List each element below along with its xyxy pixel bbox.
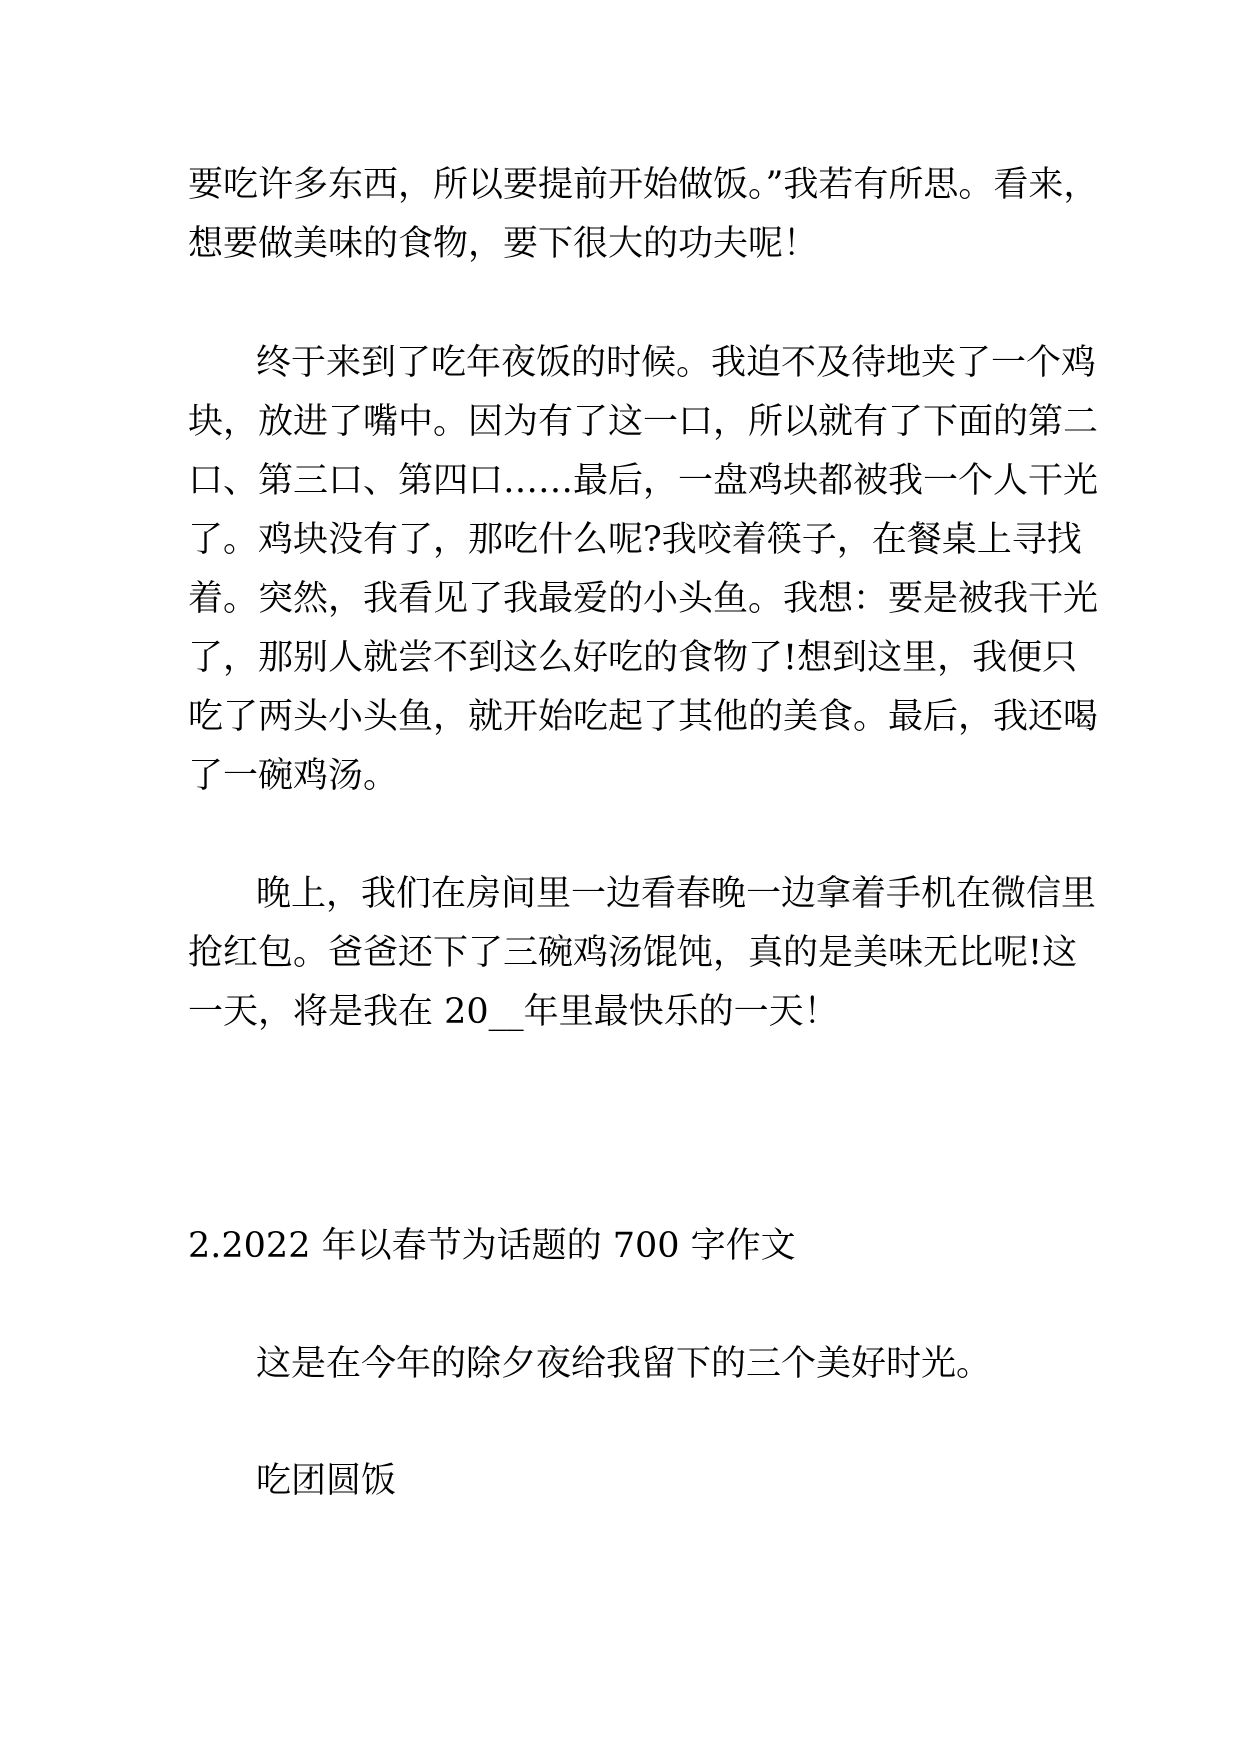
paragraph-3-line-3: 一天，将是我在 20__年里最快乐的一天！ bbox=[188, 992, 839, 1032]
paragraph-3-line-2: 抢红包。爸爸还下了三碗鸡汤馄饨，真的是美味无比呢!这 bbox=[188, 933, 1078, 973]
paragraph-2-line-7: 吃了两头小头鱼，就开始吃起了其他的美食。最后，我还喝 bbox=[188, 697, 1099, 737]
paragraph-2-line-6: 了，那别人就尝不到这么好吃的食物了!想到这里，我便只 bbox=[188, 638, 1078, 678]
paragraph-2-line-3: 口、第三口、第四口……最后，一盘鸡块都被我一个人干光 bbox=[188, 461, 1099, 501]
paragraph-2-line-2: 块，放进了嘴中。因为有了这一口，所以就有了下面的第二 bbox=[188, 402, 1099, 442]
paragraph-1-line-2: 想要做美味的食物，要下很大的功夫呢！ bbox=[188, 224, 819, 264]
paragraph-3-line-1: 晚上，我们在房间里一边看春晚一边拿着手机在微信里 bbox=[256, 874, 1097, 914]
paragraph-2-line-8: 了一碗鸡汤。 bbox=[188, 756, 399, 796]
paragraph-2-line-1: 终于来到了吃年夜饭的时候。我迫不及待地夹了一个鸡 bbox=[256, 343, 1097, 383]
paragraph-2-line-5: 着。突然，我看见了我最爱的小头鱼。我想：要是被我干光 bbox=[188, 579, 1099, 619]
subheading-reunion-dinner: 吃团圆饭 bbox=[256, 1461, 397, 1501]
section-heading-2: 2.2022 年以春节为话题的 700 字作文 bbox=[188, 1226, 796, 1266]
paragraph-2-line-4: 了。鸡块没有了，那吃什么呢?我咬着筷子，在餐桌上寻找 bbox=[188, 520, 1082, 560]
paragraph-4: 这是在今年的除夕夜给我留下的三个美好时光。 bbox=[256, 1344, 992, 1384]
paragraph-1-line-1: 要吃许多东西，所以要提前开始做饭。”我若有所思。看来， bbox=[188, 165, 1099, 205]
